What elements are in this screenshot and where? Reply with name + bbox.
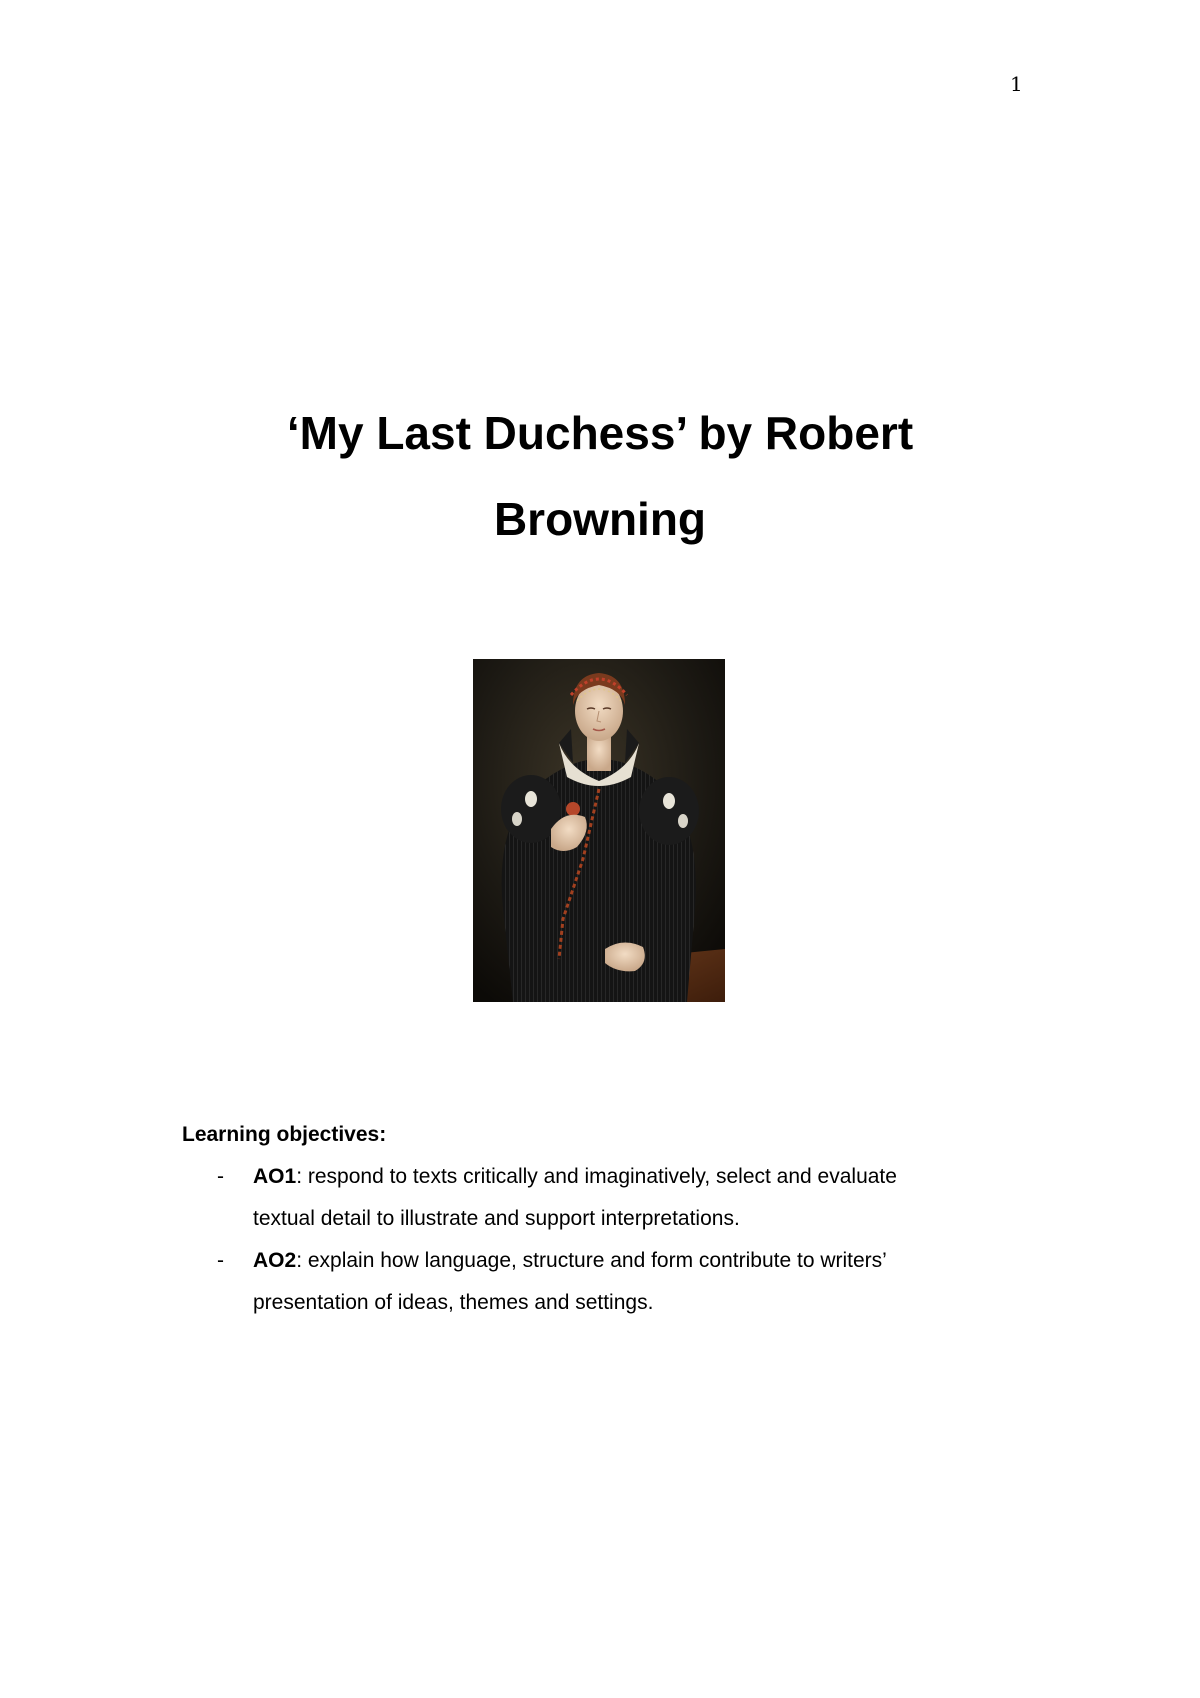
objective-code: AO2: [253, 1249, 297, 1272]
title-line-2: Browning: [493, 493, 707, 545]
page-number: 1: [1010, 72, 1023, 96]
list-item: [181, 1156, 953, 1240]
learning-objectives-section: [181, 1114, 1021, 1324]
list-bullet: -: [217, 1165, 224, 1188]
objective-text: : explain how language, structure and form contribute to writers’ presentation of ideas, themes and settings.: [253, 1249, 887, 1314]
list-item: [181, 1240, 953, 1324]
portrait-image: [473, 659, 725, 1002]
list-bullet: -: [217, 1249, 224, 1272]
document-title: [0, 390, 1200, 562]
objective-code: AO1: [253, 1165, 297, 1188]
title-line-1: ‘My Last Duchess’ by Robert: [286, 407, 914, 459]
objectives-heading: Learning objectives:: [182, 1123, 387, 1146]
objectives-list: [181, 1156, 1021, 1324]
objective-text: : respond to texts critically and imaginatively, select and evaluate textual detail to illustrate and support interpretations.: [253, 1165, 897, 1230]
